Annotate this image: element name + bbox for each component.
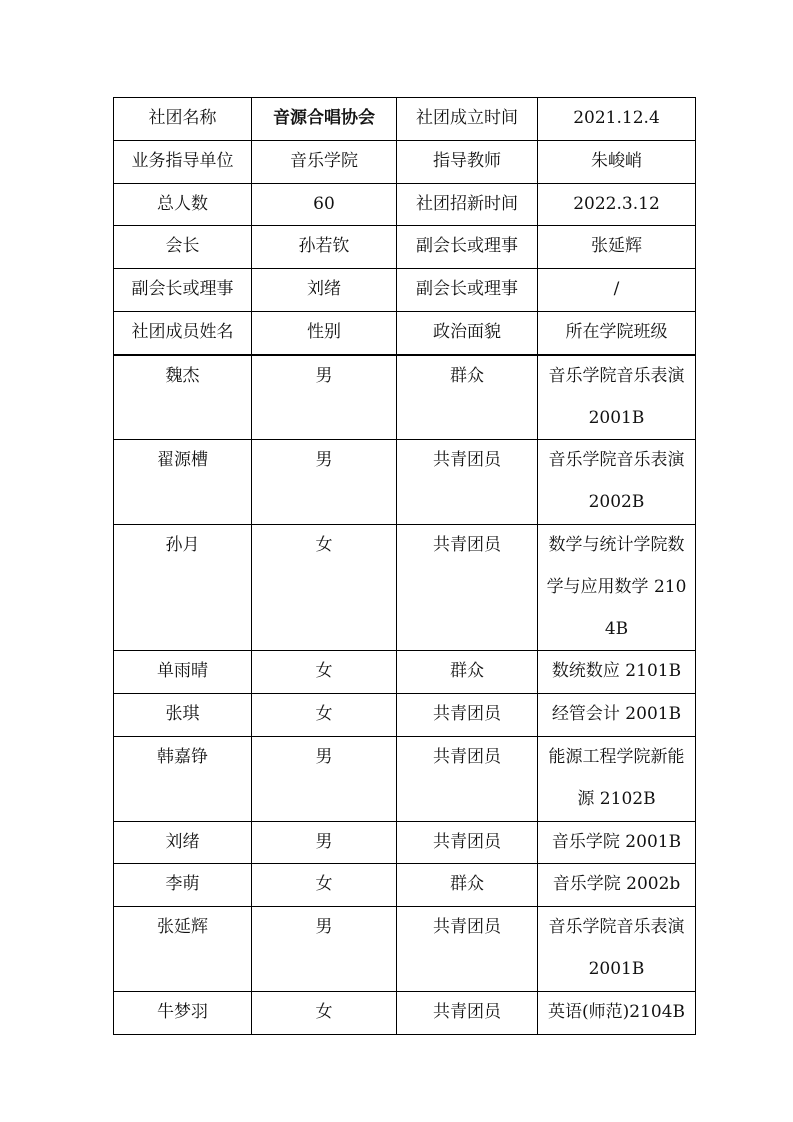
- members-header-row: [114, 311, 696, 354]
- member-name: 李萌: [114, 864, 252, 907]
- member-row: [114, 440, 696, 525]
- info-row: [114, 98, 696, 141]
- member-class: 经管会计 2001B: [538, 694, 696, 737]
- member-name: 单雨晴: [114, 651, 252, 694]
- member-name: 孙月: [114, 524, 252, 650]
- supervising-unit-label: 业务指导单位: [114, 140, 252, 183]
- founded-date-value: 2021.12.4: [538, 98, 696, 141]
- vice-president-label: 副会长或理事: [397, 269, 538, 312]
- member-row: [114, 651, 696, 694]
- total-members-value: 60: [252, 183, 397, 226]
- advisor-label: 指导教师: [397, 140, 538, 183]
- recruit-date-value: 2022.3.12: [538, 183, 696, 226]
- member-class: 数学与统计学院数学与应用数学 2104B: [538, 524, 696, 650]
- member-political-status: 共青团员: [397, 991, 538, 1034]
- member-name: 魏杰: [114, 355, 252, 440]
- member-class: 能源工程学院新能源 2102B: [538, 736, 696, 821]
- vice-president-label: 副会长或理事: [397, 226, 538, 269]
- info-row: [114, 183, 696, 226]
- member-gender: 女: [252, 864, 397, 907]
- member-row: [114, 907, 696, 992]
- member-row: [114, 694, 696, 737]
- member-class: 音乐学院音乐表演 2001B: [538, 355, 696, 440]
- member-political-status: 共青团员: [397, 694, 538, 737]
- info-row: [114, 140, 696, 183]
- member-class: 数统数应 2101B: [538, 651, 696, 694]
- member-gender: 女: [252, 651, 397, 694]
- member-name: 韩嘉铮: [114, 736, 252, 821]
- member-name: 牛梦羽: [114, 991, 252, 1034]
- president-label: 会长: [114, 226, 252, 269]
- member-row: [114, 736, 696, 821]
- vice-president-value: 刘绪: [252, 269, 397, 312]
- member-class: 音乐学院音乐表演 2002B: [538, 440, 696, 525]
- member-gender: 女: [252, 991, 397, 1034]
- member-class: 英语(师范)2104B: [538, 991, 696, 1034]
- total-members-label: 总人数: [114, 183, 252, 226]
- column-header-gender: 性别: [252, 311, 397, 354]
- column-header-name: 社团成员姓名: [114, 311, 252, 354]
- club-roster-table: [113, 97, 696, 1035]
- column-header-political-status: 政治面貌: [397, 311, 538, 354]
- member-name: 张琪: [114, 694, 252, 737]
- member-political-status: 群众: [397, 864, 538, 907]
- member-gender: 男: [252, 736, 397, 821]
- info-row: [114, 269, 696, 312]
- member-class: 音乐学院音乐表演 2001B: [538, 907, 696, 992]
- member-political-status: 群众: [397, 355, 538, 440]
- member-row: [114, 991, 696, 1034]
- member-gender: 男: [252, 907, 397, 992]
- member-political-status: 共青团员: [397, 736, 538, 821]
- member-gender: 女: [252, 694, 397, 737]
- member-name: 张延辉: [114, 907, 252, 992]
- founded-date-label: 社团成立时间: [397, 98, 538, 141]
- member-gender: 男: [252, 821, 397, 864]
- member-name: 刘绪: [114, 821, 252, 864]
- member-gender: 男: [252, 440, 397, 525]
- vice-president-label: 副会长或理事: [114, 269, 252, 312]
- member-row: [114, 524, 696, 650]
- vice-president-value: 张延辉: [538, 226, 696, 269]
- member-name: 翟源槽: [114, 440, 252, 525]
- member-class: 音乐学院 2002b: [538, 864, 696, 907]
- club-name-value: 音源合唱协会: [252, 98, 397, 141]
- member-gender: 男: [252, 355, 397, 440]
- advisor-value: 朱峻峭: [538, 140, 696, 183]
- member-political-status: 共青团员: [397, 440, 538, 525]
- club-name-label: 社团名称: [114, 98, 252, 141]
- member-row: [114, 355, 696, 440]
- vice-president-value: /: [538, 269, 696, 312]
- column-header-class: 所在学院班级: [538, 311, 696, 354]
- president-value: 孙若钦: [252, 226, 397, 269]
- member-political-status: 群众: [397, 651, 538, 694]
- info-row: [114, 226, 696, 269]
- member-political-status: 共青团员: [397, 524, 538, 650]
- member-political-status: 共青团员: [397, 821, 538, 864]
- member-class: 音乐学院 2001B: [538, 821, 696, 864]
- recruit-date-label: 社团招新时间: [397, 183, 538, 226]
- member-gender: 女: [252, 524, 397, 650]
- supervising-unit-value: 音乐学院: [252, 140, 397, 183]
- member-row: [114, 864, 696, 907]
- member-row: [114, 821, 696, 864]
- member-political-status: 共青团员: [397, 907, 538, 992]
